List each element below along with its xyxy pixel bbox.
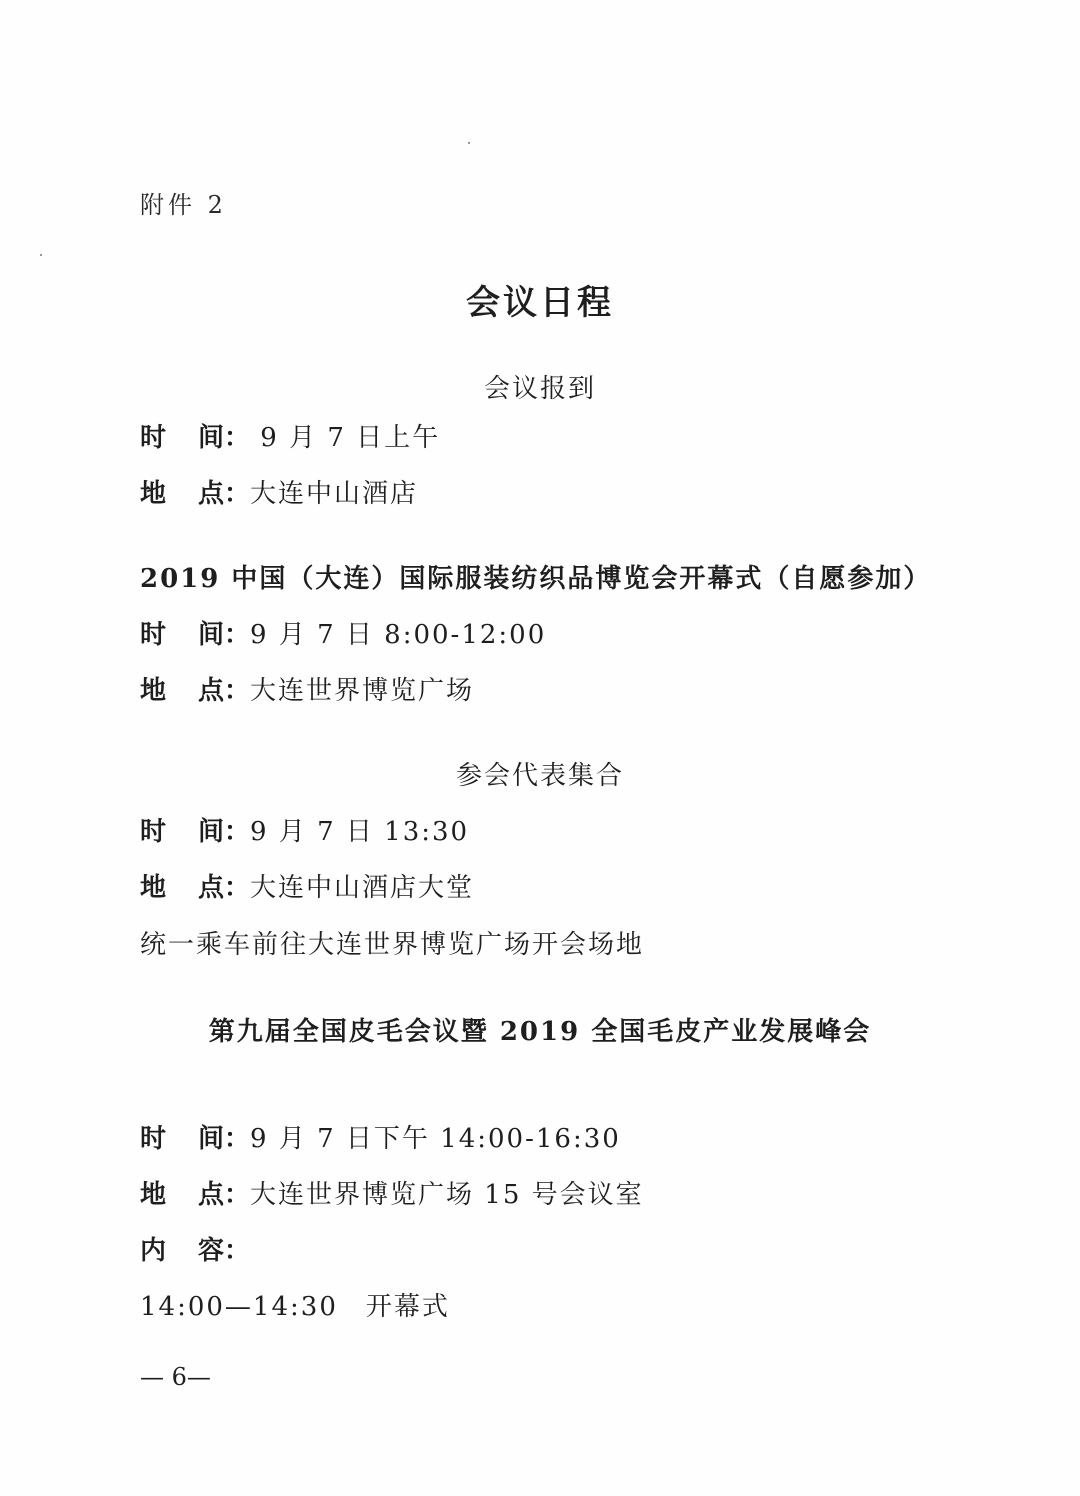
expo-place-row [140, 674, 474, 708]
place-label: 地 点： [140, 479, 251, 509]
attachment-label: 附件 2 [140, 191, 227, 219]
assembly-time-row [140, 815, 469, 849]
registration-time-value: 9 月 7 日上午 [250, 423, 441, 453]
registration-place-row [140, 477, 418, 511]
assembly-time-value: 9 月 7 日 13:30 [250, 817, 470, 847]
page-title: 会议日程 [466, 283, 614, 323]
time-label: 时 间： [140, 423, 251, 453]
section-heading-registration: 会议报到 [483, 374, 596, 404]
place-label: 地 点： [140, 873, 251, 903]
scan-speck [468, 142, 470, 144]
registration-time-row [140, 421, 440, 455]
expo-time-value: 9 月 7 日 8:00-12:00 [250, 620, 547, 650]
place-label: 地 点： [140, 1180, 251, 1210]
agenda-item: 14:00—14:30 开幕式 [140, 1292, 450, 1322]
expo-place-value: 大连世界博览广场 [250, 676, 475, 706]
content-label: 内 容： [140, 1236, 251, 1266]
summit-content-row [140, 1234, 250, 1268]
section-heading-fur-summit: 第九届全国皮毛会议暨 2019 全国毛皮产业发展峰会 [208, 1017, 872, 1047]
time-label: 时 间： [140, 1124, 251, 1154]
page-number: — 6— [140, 1363, 211, 1391]
registration-place-value: 大连中山酒店 [250, 479, 419, 509]
time-label: 时 间： [140, 620, 251, 650]
expo-time-row [140, 618, 546, 652]
summit-time-value: 9 月 7 日下午 14:00-16:30 [250, 1124, 621, 1154]
place-label: 地 点： [140, 676, 251, 706]
section-heading-expo-opening: 2019 中国（大连）国际服装纺织品博览会开幕式（自愿参加） [140, 564, 932, 594]
summit-place-row [140, 1178, 644, 1212]
scan-speck [40, 254, 42, 256]
assembly-note: 统一乘车前往大连世界博览广场开会场地 [140, 930, 645, 960]
time-label: 时 间： [140, 817, 251, 847]
section-heading-assembly: 参会代表集合 [455, 761, 624, 791]
summit-time-row [140, 1122, 621, 1156]
assembly-place-value: 大连中山酒店大堂 [250, 873, 475, 903]
assembly-place-row [140, 871, 474, 905]
summit-place-value: 大连世界博览广场 15 号会议室 [250, 1180, 644, 1210]
